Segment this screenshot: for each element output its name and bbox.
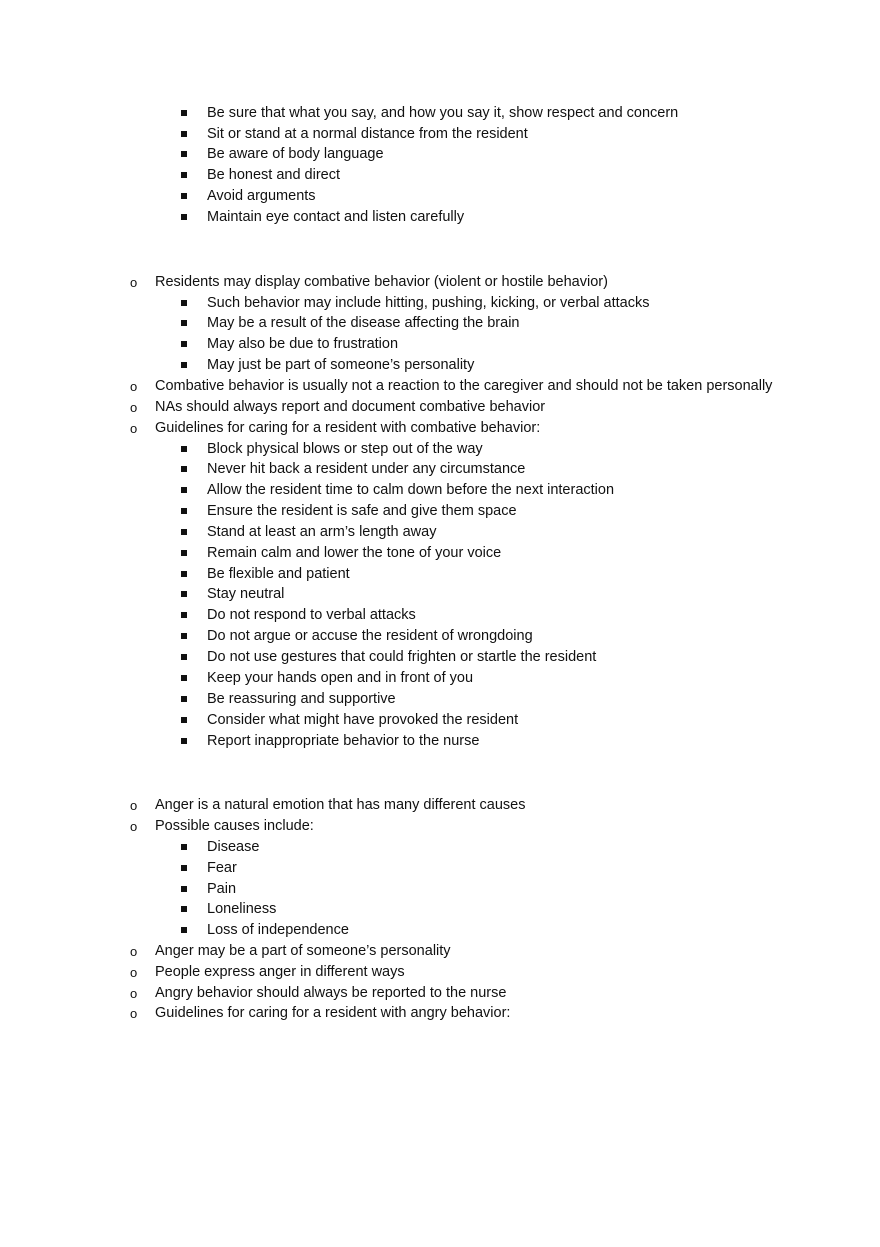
square-bullet-icon: [181, 738, 187, 744]
square-bullet-icon: [181, 717, 187, 723]
square-bullet-icon: [181, 320, 187, 326]
circle-bullet-icon: o: [130, 421, 138, 436]
square-bullet-icon: [181, 696, 187, 702]
square-bullet-icon: [181, 927, 187, 933]
square-bullet-icon: [181, 844, 187, 850]
circle-bullet-icon: o: [130, 944, 138, 959]
circle-bullet-icon: o: [130, 275, 138, 290]
square-bullet-icon: [181, 446, 187, 452]
square-bullet-icon: [181, 654, 187, 660]
circle-bullet-icon: o: [130, 819, 138, 834]
square-bullet-icon: [181, 110, 187, 116]
square-bullet-icon: [181, 886, 187, 892]
square-bullet-icon: [181, 612, 187, 618]
square-bullet-icon: [181, 633, 187, 639]
square-bullet-icon: [181, 193, 187, 199]
square-bullet-icon: [181, 508, 187, 514]
square-bullet-icon: [181, 466, 187, 472]
square-bullet-icon: [181, 131, 187, 137]
square-bullet-icon: [181, 487, 187, 493]
circle-bullet-icon: o: [130, 986, 138, 1001]
square-bullet-icon: [181, 362, 187, 368]
circle-bullet-icon: o: [130, 965, 138, 980]
square-bullet-icon: [181, 172, 187, 178]
circle-bullet-icon: o: [130, 400, 138, 415]
circle-bullet-icon: o: [130, 1006, 138, 1021]
circle-bullet-icon: o: [130, 379, 138, 394]
square-bullet-icon: [181, 151, 187, 157]
square-bullet-icon: [181, 529, 187, 535]
square-bullet-icon: [181, 591, 187, 597]
square-bullet-icon: [181, 906, 187, 912]
square-bullet-icon: [181, 865, 187, 871]
square-bullet-icon: [181, 571, 187, 577]
document-page: Be sure that what you say, and how you say it, show respect and concern Sit or stand at a normal distance from the resident Be aware of body language Be honest and direct Avoid arguments Maintain eye contact and listen carefully o Residents may display combative behavior (violent or hostile behavior) Such behavior may include hitting, pushing, kicking, or verbal attacks May be a result of the disease affecting the brain May also be due to frustration May just be part of someone’s personality o Combative behavior is usually not a reaction to the caregiver and should not be taken personally o NAs should always report and document combative behavior o Guidelines for caring for a resident with combative behavior: Block physical blows or step out of the way Never hit back a resident under any circumstance Allow the resident time to calm down before the next interaction Ensure the resident is safe and give them space Stand at least an arm’s length away Remain calm and lower the tone of your voice Be flexible and patient Stay neutral Do not respond to verbal attacks Do not argue or accuse the resident of wrongdoing Do not use gestures that could frighten or startle the resident Keep your hands open and in front of you Be reassuring and supportive Consider what might have provoked the resident Report inappropriate behavior to the nurse o Anger is a natural emotion that has many different causes o Possible causes include: Disease Fear Pain Loneliness Loss of independence o Anger may be a part of someone’s personality o People express anger in different ways o Angry behavior should always be reported to the nurse o Guidelines for caring for a resident with angry behavior:: [0, 0, 880, 1247]
square-bullet-icon: [181, 550, 187, 556]
square-bullet-icon: [181, 214, 187, 220]
square-bullet-icon: [181, 341, 187, 347]
square-bullet-icon: [181, 675, 187, 681]
circle-bullet-icon: o: [130, 798, 138, 813]
square-bullet-icon: [181, 300, 187, 306]
